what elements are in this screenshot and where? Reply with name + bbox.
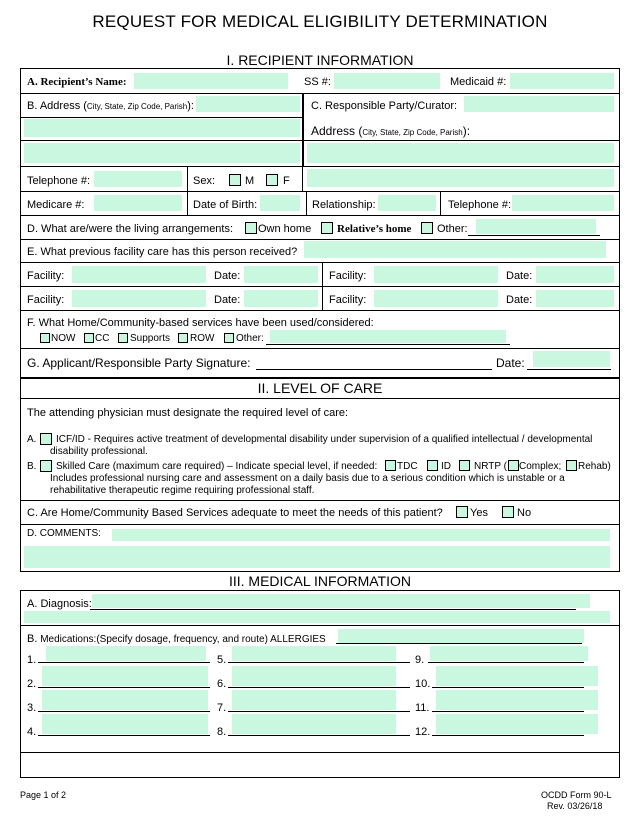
med-number-10: 10.	[415, 678, 431, 690]
med-underline-3	[38, 711, 210, 712]
sex-m-checkbox[interactable]	[229, 174, 241, 186]
svc-supports-checkbox[interactable]	[118, 333, 128, 343]
recipient-name-field[interactable]	[134, 73, 288, 89]
date-field-3[interactable]	[244, 290, 318, 307]
id-checkbox[interactable]	[427, 460, 438, 471]
complex-label: Complex;	[519, 461, 562, 472]
medication-field-12[interactable]	[436, 714, 598, 734]
date-label-3: Date:	[214, 294, 241, 306]
column-divider	[440, 191, 441, 215]
medication-field-9[interactable]	[430, 646, 588, 661]
med-underline-11	[432, 711, 584, 712]
own-home-checkbox[interactable]	[245, 222, 257, 234]
med-number-7: 7.	[217, 702, 227, 714]
signature-date-field[interactable]	[533, 351, 610, 367]
med-underline-5	[228, 662, 410, 663]
facility-label-1: Facility:	[27, 270, 65, 282]
nrtp-label: NRTP (	[474, 461, 507, 472]
address-b-line2-field[interactable]	[24, 119, 300, 137]
services-label: F. What Home/Community-based services have been used/considered:	[27, 317, 374, 329]
date-field-1[interactable]	[244, 266, 318, 283]
diagnosis-underline	[90, 609, 576, 610]
address-c-line2-field[interactable]	[307, 169, 614, 187]
svc-cc-label: CC	[95, 333, 110, 344]
med-number-6: 6.	[217, 678, 227, 690]
recipient-name-label: A. Recipient’s Name:	[27, 76, 127, 88]
other-living-underline	[468, 235, 600, 236]
row-divider	[20, 348, 620, 349]
svc-other-label: Other:	[236, 333, 264, 344]
diagnosis-label: A. Diagnosis:	[27, 598, 92, 610]
med-number-11: 11.	[415, 702, 430, 714]
facility-label-4: Facility:	[329, 294, 367, 306]
medications-label: B. Medications:(Specify dosage, frequency, and route) ALLERGIES	[27, 633, 326, 645]
relationship-label: Relationship:	[312, 199, 376, 211]
column-divider	[302, 166, 303, 191]
address-b-line3-field[interactable]	[24, 143, 300, 163]
signature-date-underline	[527, 369, 611, 370]
date-label-4: Date:	[506, 294, 533, 306]
facility-care-label: E. What previous facility care has this person received?	[27, 246, 298, 258]
rehab-checkbox[interactable]	[566, 460, 577, 471]
med-underline-9	[428, 662, 584, 663]
icf-prefix: A.	[27, 434, 37, 445]
skilled-line1: Skilled Care (maximum care required) – Indicate special level, if needed:	[56, 461, 378, 472]
medication-field-10[interactable]	[436, 666, 598, 686]
svc-row-checkbox[interactable]	[178, 333, 188, 343]
facility-label-3: Facility:	[27, 294, 65, 306]
date-field-4[interactable]	[536, 290, 614, 307]
med-number-9: 9.	[415, 654, 425, 666]
medicare-label: Medicare #:	[27, 199, 85, 211]
dob-label: Date of Birth:	[193, 199, 258, 211]
living-arrangements-label: D. What are/were the living arrangements:	[27, 223, 234, 235]
row-divider	[20, 239, 620, 240]
ss-label: SS #:	[304, 76, 331, 88]
row-divider	[20, 286, 620, 287]
med-number-1: 1.	[27, 654, 37, 666]
svc-now-label: NOW	[51, 333, 76, 344]
address-b-label: B. Address (City, State, Zip Code, Parish):	[27, 100, 194, 112]
med-underline-4	[38, 735, 210, 736]
medicaid-field[interactable]	[510, 73, 614, 89]
row-divider	[20, 310, 620, 311]
row-divider	[20, 191, 620, 192]
column-divider	[306, 191, 307, 215]
telephone-label: Telephone #:	[27, 175, 90, 187]
complex-checkbox[interactable]	[508, 460, 519, 471]
row-divider	[20, 117, 302, 118]
skilled-line2: Includes professional nursing care and assessment on a daily basis due to a serious condition which is unstable or a	[50, 473, 565, 484]
medication-field-1[interactable]	[46, 646, 206, 661]
skilled-prefix: B.	[27, 461, 37, 472]
svc-now-checkbox[interactable]	[40, 333, 50, 343]
row-divider	[20, 524, 620, 525]
med-underline-12	[432, 735, 584, 736]
other-living-checkbox[interactable]	[421, 222, 433, 234]
section-3-heading: III. MEDICAL INFORMATION	[228, 573, 411, 589]
facility-field-1[interactable]	[72, 266, 206, 283]
svc-row-label: ROW	[190, 333, 215, 344]
med-number-3: 3.	[27, 702, 37, 714]
medication-field-5[interactable]	[232, 646, 396, 661]
row-divider	[20, 625, 620, 626]
hcbs-no-checkbox[interactable]	[502, 506, 514, 518]
sex-m-label: M	[245, 175, 255, 187]
signature-label: G. Applicant/Responsible Party Signature:	[27, 356, 251, 370]
signature-underline	[256, 369, 492, 370]
svc-other-field[interactable]	[270, 330, 506, 343]
id-label: ID	[441, 461, 451, 472]
row-divider	[20, 752, 620, 753]
icf-line2: disability professional.	[50, 446, 148, 457]
skilled-care-checkbox[interactable]	[40, 460, 52, 472]
responsible-party-label: C. Responsible Party/Curator:	[311, 100, 458, 112]
row-divider	[20, 93, 620, 94]
facility-field-2[interactable]	[374, 266, 498, 283]
hcbs-no-label: No	[517, 507, 532, 519]
row-divider	[20, 215, 620, 216]
facility-care-field[interactable]	[304, 241, 606, 258]
med-underline-10	[432, 687, 584, 688]
relatives-home-label: Relative’s home	[337, 223, 412, 235]
medicaid-label: Medicaid #:	[450, 76, 507, 88]
row-divider	[20, 140, 620, 141]
telephone2-label: Telephone #:	[448, 199, 511, 211]
medication-field-7[interactable]	[232, 690, 396, 710]
nrtp-checkbox[interactable]	[459, 460, 470, 471]
hcbs-yes-label: Yes	[470, 507, 488, 519]
medication-field-11[interactable]	[436, 690, 598, 710]
sex-f-label: F	[283, 175, 290, 187]
tdc-label: TDC	[397, 461, 418, 472]
responsible-party-field[interactable]	[464, 96, 614, 112]
hcbs-question: C. Are Home/Community Based Services adequate to meet the needs of this patient?	[27, 507, 443, 519]
signature-date-label: Date:	[496, 356, 525, 370]
own-home-label: Own home	[258, 223, 312, 235]
relationship-field[interactable]	[378, 195, 436, 211]
other-living-label: Other:	[437, 223, 468, 235]
row-divider	[20, 166, 620, 167]
telephone-field[interactable]	[94, 171, 182, 187]
column-divider	[302, 93, 304, 166]
row-divider	[20, 398, 620, 399]
medication-field-8[interactable]	[232, 714, 396, 734]
other-living-field[interactable]	[476, 219, 596, 234]
med-number-12: 12.	[415, 726, 431, 738]
comments-field-2[interactable]	[24, 546, 610, 568]
comments-field-1[interactable]	[112, 529, 610, 541]
address-b-line1-field[interactable]	[196, 96, 300, 112]
med-number-5: 5.	[217, 654, 227, 666]
address-c-label: Address (City, State, Zip Code, Parish):	[311, 124, 471, 138]
comments-label: D. COMMENTS:	[27, 528, 101, 539]
skilled-line3: rehabilitative therapeutic regime requiring professional staff.	[50, 485, 315, 496]
form-title: REQUEST FOR MEDICAL ELIGIBILITY DETERMINATION	[92, 12, 548, 31]
medication-field-3[interactable]	[42, 690, 208, 710]
relatives-home-checkbox[interactable]	[321, 222, 333, 234]
rehab-label: Rehab)	[578, 461, 611, 472]
med-underline-8	[228, 735, 410, 736]
facility-label-2: Facility:	[329, 270, 367, 282]
date-field-2[interactable]	[536, 266, 614, 283]
med-underline-6	[228, 687, 410, 688]
hcbs-yes-checkbox[interactable]	[456, 506, 468, 518]
med-underline-7	[228, 711, 410, 712]
med-underline-2	[38, 687, 210, 688]
med-number-8: 8.	[217, 726, 227, 738]
med-number-2: 2.	[27, 678, 37, 690]
diagnosis-field-1[interactable]	[92, 594, 590, 608]
svc-other-underline	[266, 344, 510, 345]
facility-field-4[interactable]	[374, 290, 498, 307]
revision-date: Rev. 03/26/18	[547, 801, 603, 811]
dob-field[interactable]	[260, 195, 300, 211]
medication-field-2[interactable]	[42, 666, 208, 686]
telephone2-field[interactable]	[512, 195, 614, 211]
med-underline-1	[38, 662, 210, 663]
ss-field[interactable]	[334, 73, 440, 89]
form-number: OCDD Form 90-L	[541, 790, 612, 800]
section-2-heading: II. LEVEL OF CARE	[257, 380, 383, 396]
medication-field-6[interactable]	[232, 666, 396, 686]
allergies-field[interactable]	[338, 629, 584, 643]
tdc-checkbox[interactable]	[385, 460, 396, 471]
date-label-2: Date:	[506, 270, 533, 282]
row-divider	[20, 262, 620, 263]
sex-f-checkbox[interactable]	[266, 174, 278, 186]
sex-label: Sex:	[193, 175, 216, 187]
medicare-field[interactable]	[94, 195, 182, 211]
address-c-line1-field[interactable]	[307, 143, 614, 163]
row-divider	[20, 500, 620, 501]
date-label-1: Date:	[214, 270, 241, 282]
medication-field-4[interactable]	[42, 714, 208, 734]
facility-field-3[interactable]	[72, 290, 206, 307]
diagnosis-field-2[interactable]	[24, 611, 610, 623]
icf-id-checkbox[interactable]	[40, 433, 52, 445]
level-of-care-intro: The attending physician must designate the required level of care:	[27, 407, 349, 419]
icf-line1: ICF/ID - Requires active treatment of developmental disability under supervision of a qualified intellectual / developmental	[56, 434, 593, 445]
svc-cc-checkbox[interactable]	[84, 333, 94, 343]
svc-supports-label: Supports	[130, 333, 171, 344]
section-1-heading: I. RECIPIENT INFORMATION	[226, 52, 414, 68]
svc-other-checkbox[interactable]	[224, 333, 234, 343]
allergies-underline	[336, 643, 582, 644]
page-number: Page 1 of 2	[20, 790, 67, 800]
med-number-4: 4.	[27, 726, 37, 738]
